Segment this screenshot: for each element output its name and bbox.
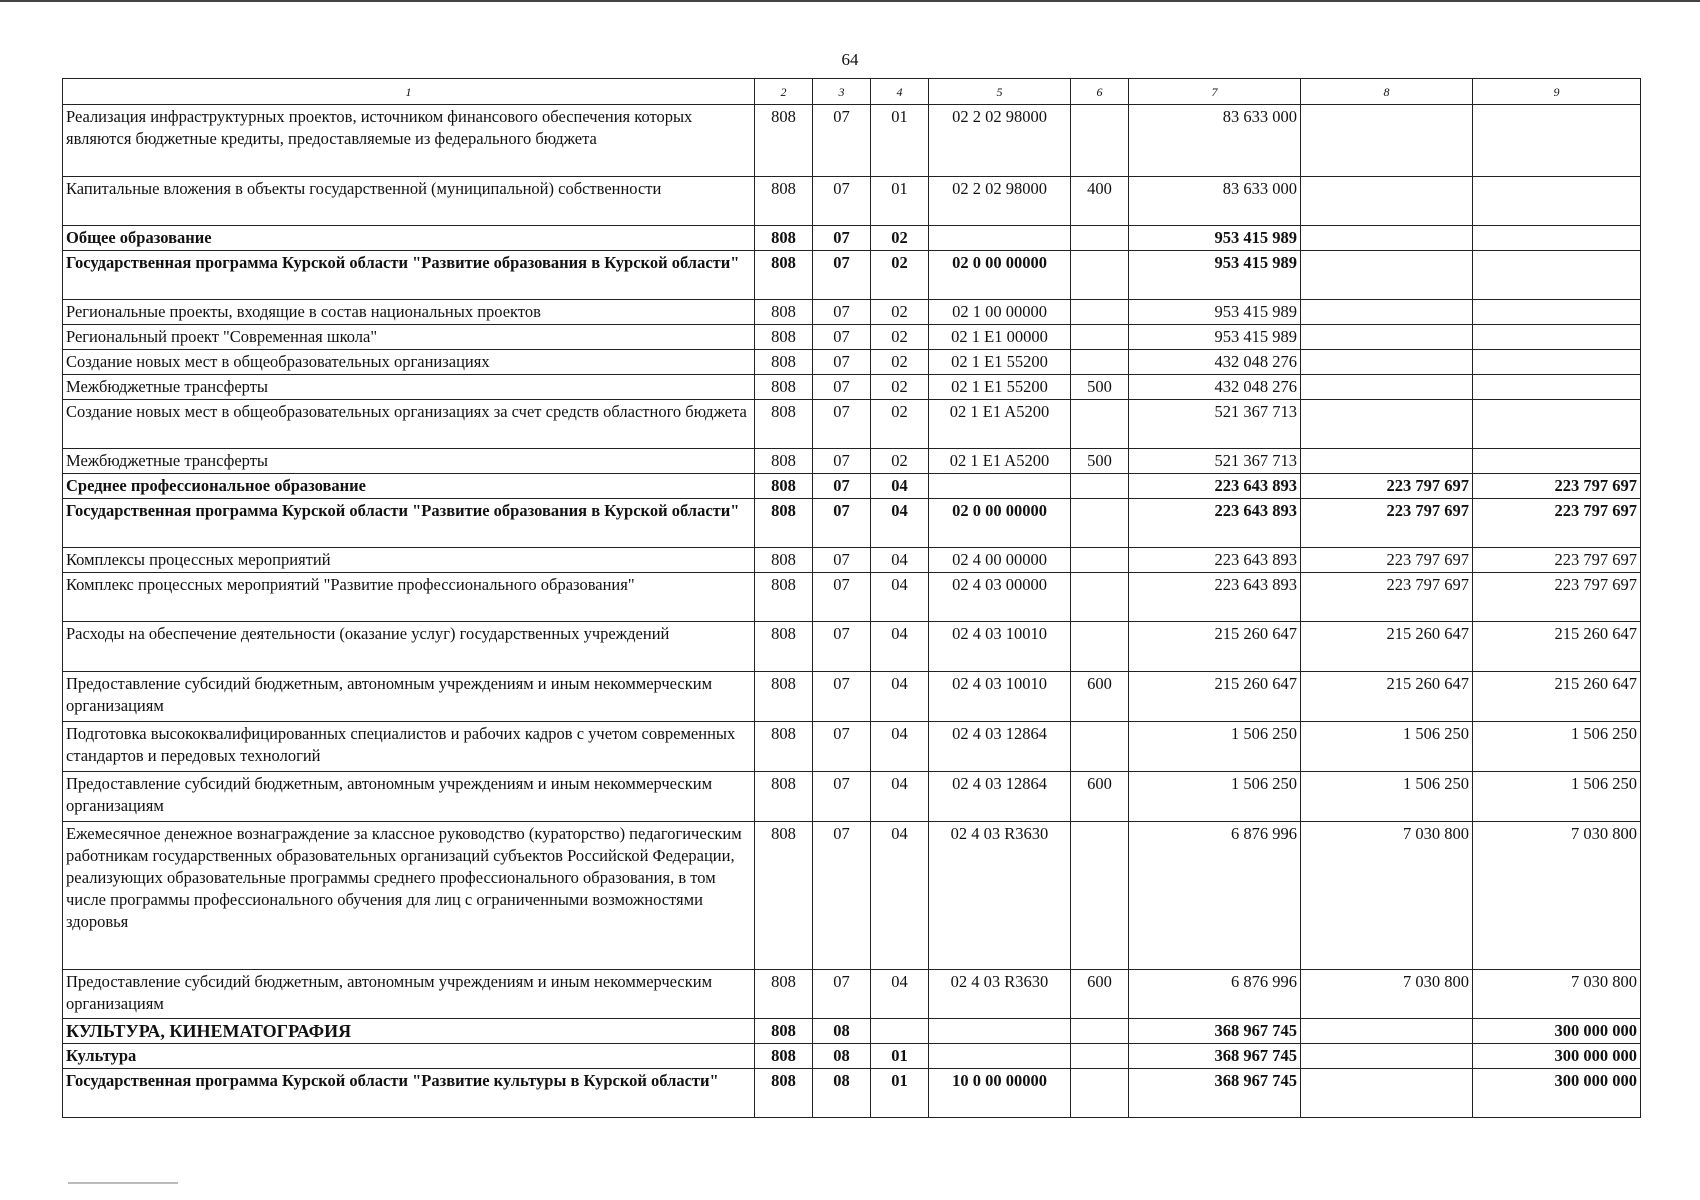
cell-target-article: 02 4 03 12864 <box>929 722 1071 772</box>
cell-section: 07 <box>813 449 871 474</box>
cell-admin-code: 808 <box>755 1069 813 1118</box>
cell-section: 07 <box>813 772 871 822</box>
table-row <box>63 822 1641 970</box>
cell-section: 07 <box>813 226 871 251</box>
cell-amount-col9: 300 000 000 <box>1473 1019 1641 1044</box>
cell-expense-type <box>1071 1019 1129 1044</box>
cell-amount-col7: 521 367 713 <box>1129 400 1301 449</box>
cell-amount-col8: 215 260 647 <box>1301 672 1473 722</box>
cell-section: 07 <box>813 622 871 672</box>
cell-amount-col8: 7 030 800 <box>1301 970 1473 1019</box>
cell-target-article: 02 4 03 R3630 <box>929 970 1071 1019</box>
table-row <box>63 400 1641 449</box>
cell-target-article: 10 0 00 00000 <box>929 1069 1071 1118</box>
cell-target-article: 02 1 E1 55200 <box>929 375 1071 400</box>
cell-admin-code: 808 <box>755 325 813 350</box>
cell-subsection: 01 <box>871 177 929 226</box>
row-name: Подготовка высококвалифицированных специалистов и рабочих кадров с учетом современных стандартов и передовых технологий <box>63 722 755 772</box>
cell-expense-type <box>1071 1044 1129 1069</box>
row-name: Межбюджетные трансферты <box>63 375 755 400</box>
cell-amount-col7: 432 048 276 <box>1129 375 1301 400</box>
cell-amount-col7: 215 260 647 <box>1129 672 1301 722</box>
cell-subsection: 04 <box>871 722 929 772</box>
cell-target-article: 02 2 02 98000 <box>929 105 1071 177</box>
cell-amount-col7: 223 643 893 <box>1129 474 1301 499</box>
cell-amount-col7: 83 633 000 <box>1129 105 1301 177</box>
cell-admin-code: 808 <box>755 548 813 573</box>
column-header: 3 <box>813 79 871 105</box>
row-name: Общее образование <box>63 226 755 251</box>
cell-section: 08 <box>813 1019 871 1044</box>
cell-admin-code: 808 <box>755 350 813 375</box>
row-name: Региональные проекты, входящие в состав национальных проектов <box>63 300 755 325</box>
cell-admin-code: 808 <box>755 105 813 177</box>
cell-amount-col9: 300 000 000 <box>1473 1044 1641 1069</box>
row-name: Ежемесячное денежное вознаграждение за классное руководство (кураторство) педагогическим работникам государственных образовательных организаций субъектов Российской Федерации, реализующих образовательные программы среднего профессионального образования, в том числе программы профессионального обучения для лиц с ограниченными возможностями здоровья <box>63 822 755 970</box>
cell-amount-col7: 368 967 745 <box>1129 1069 1301 1118</box>
cell-amount-col8: 1 506 250 <box>1301 722 1473 772</box>
cell-amount-col7: 1 506 250 <box>1129 772 1301 822</box>
cell-target-article <box>929 474 1071 499</box>
cell-admin-code: 808 <box>755 672 813 722</box>
table-row <box>63 622 1641 672</box>
cell-amount-col8 <box>1301 105 1473 177</box>
cell-target-article: 02 0 00 00000 <box>929 251 1071 300</box>
row-name: КУЛЬТУРА, КИНЕМАТОГРАФИЯ <box>63 1019 755 1044</box>
cell-amount-col8: 223 797 697 <box>1301 548 1473 573</box>
cell-amount-col9: 1 506 250 <box>1473 772 1641 822</box>
cell-amount-col9: 223 797 697 <box>1473 573 1641 622</box>
cell-target-article: 02 1 E1 A5200 <box>929 449 1071 474</box>
cell-amount-col9: 223 797 697 <box>1473 548 1641 573</box>
cell-amount-col7: 368 967 745 <box>1129 1019 1301 1044</box>
cell-amount-col9: 7 030 800 <box>1473 970 1641 1019</box>
row-name: Культура <box>63 1044 755 1069</box>
cell-admin-code: 808 <box>755 400 813 449</box>
cell-amount-col7: 521 367 713 <box>1129 449 1301 474</box>
table-row <box>63 105 1641 177</box>
row-name: Создание новых мест в общеобразовательных организациях за счет средств областного бюджета <box>63 400 755 449</box>
cell-admin-code: 808 <box>755 499 813 548</box>
table-row <box>63 177 1641 226</box>
cell-expense-type <box>1071 548 1129 573</box>
cell-amount-col9: 300 000 000 <box>1473 1069 1641 1118</box>
cell-admin-code: 808 <box>755 1019 813 1044</box>
cell-subsection: 04 <box>871 573 929 622</box>
cell-amount-col8 <box>1301 177 1473 226</box>
top-border-line <box>0 0 1700 2</box>
cell-target-article: 02 0 00 00000 <box>929 499 1071 548</box>
table-row <box>63 251 1641 300</box>
cell-section: 07 <box>813 970 871 1019</box>
cell-expense-type <box>1071 474 1129 499</box>
cell-amount-col8 <box>1301 251 1473 300</box>
cell-amount-col9 <box>1473 300 1641 325</box>
cell-expense-type <box>1071 573 1129 622</box>
cell-target-article: 02 1 00 00000 <box>929 300 1071 325</box>
cell-expense-type <box>1071 822 1129 970</box>
table-row <box>63 226 1641 251</box>
row-name: Предоставление субсидий бюджетным, автономным учреждениям и иным некоммерческим организациям <box>63 772 755 822</box>
cell-expense-type <box>1071 499 1129 548</box>
row-name: Комплекс процессных мероприятий "Развитие профессионального образования" <box>63 573 755 622</box>
cell-subsection: 04 <box>871 822 929 970</box>
cell-amount-col8 <box>1301 1044 1473 1069</box>
cell-target-article: 02 4 03 R3630 <box>929 822 1071 970</box>
cell-amount-col9: 7 030 800 <box>1473 822 1641 970</box>
cell-section: 07 <box>813 350 871 375</box>
cell-amount-col7: 953 415 989 <box>1129 251 1301 300</box>
table-row <box>63 300 1641 325</box>
cell-amount-col9 <box>1473 375 1641 400</box>
cell-target-article: 02 4 03 00000 <box>929 573 1071 622</box>
column-header: 5 <box>929 79 1071 105</box>
cell-expense-type: 400 <box>1071 177 1129 226</box>
bottom-scan-mark <box>68 1182 178 1184</box>
cell-target-article: 02 1 E1 55200 <box>929 350 1071 375</box>
cell-target-article: 02 4 00 00000 <box>929 548 1071 573</box>
table-row <box>63 325 1641 350</box>
cell-admin-code: 808 <box>755 822 813 970</box>
cell-amount-col8 <box>1301 375 1473 400</box>
cell-amount-col8 <box>1301 300 1473 325</box>
cell-admin-code: 808 <box>755 622 813 672</box>
column-header: 6 <box>1071 79 1129 105</box>
cell-target-article <box>929 1044 1071 1069</box>
table-row <box>63 375 1641 400</box>
row-name: Комплексы процессных мероприятий <box>63 548 755 573</box>
cell-section: 07 <box>813 375 871 400</box>
cell-section: 07 <box>813 822 871 970</box>
cell-amount-col7: 223 643 893 <box>1129 499 1301 548</box>
cell-expense-type: 500 <box>1071 375 1129 400</box>
cell-expense-type <box>1071 226 1129 251</box>
table-row <box>63 722 1641 772</box>
cell-target-article <box>929 226 1071 251</box>
table-row <box>63 573 1641 622</box>
cell-section: 07 <box>813 400 871 449</box>
table-row <box>63 772 1641 822</box>
cell-amount-col8 <box>1301 400 1473 449</box>
cell-subsection: 02 <box>871 300 929 325</box>
cell-amount-col9 <box>1473 449 1641 474</box>
cell-subsection: 04 <box>871 772 929 822</box>
cell-subsection: 04 <box>871 499 929 548</box>
cell-amount-col7: 6 876 996 <box>1129 822 1301 970</box>
cell-subsection: 04 <box>871 970 929 1019</box>
cell-amount-col7: 223 643 893 <box>1129 548 1301 573</box>
cell-admin-code: 808 <box>755 226 813 251</box>
cell-subsection: 04 <box>871 474 929 499</box>
cell-subsection: 02 <box>871 449 929 474</box>
table-row <box>63 1019 1641 1044</box>
cell-subsection: 01 <box>871 1044 929 1069</box>
cell-amount-col9: 223 797 697 <box>1473 474 1641 499</box>
cell-amount-col7: 223 643 893 <box>1129 573 1301 622</box>
cell-amount-col8 <box>1301 350 1473 375</box>
cell-subsection: 02 <box>871 226 929 251</box>
cell-amount-col7: 953 415 989 <box>1129 325 1301 350</box>
column-header: 2 <box>755 79 813 105</box>
cell-amount-col7: 1 506 250 <box>1129 722 1301 772</box>
cell-expense-type <box>1071 105 1129 177</box>
row-name: Региональный проект "Современная школа" <box>63 325 755 350</box>
cell-amount-col8 <box>1301 1019 1473 1044</box>
cell-admin-code: 808 <box>755 1044 813 1069</box>
cell-amount-col9 <box>1473 350 1641 375</box>
row-name: Межбюджетные трансферты <box>63 449 755 474</box>
cell-amount-col9 <box>1473 105 1641 177</box>
cell-admin-code: 808 <box>755 300 813 325</box>
table-row <box>63 474 1641 499</box>
header-row <box>63 79 1641 105</box>
cell-subsection: 02 <box>871 251 929 300</box>
column-header: 8 <box>1301 79 1473 105</box>
cell-section: 07 <box>813 177 871 226</box>
cell-amount-col9: 223 797 697 <box>1473 499 1641 548</box>
cell-subsection: 02 <box>871 400 929 449</box>
row-name: Предоставление субсидий бюджетным, автономным учреждениям и иным некоммерческим организациям <box>63 970 755 1019</box>
cell-amount-col9 <box>1473 325 1641 350</box>
cell-section: 08 <box>813 1069 871 1118</box>
table-row <box>63 672 1641 722</box>
cell-admin-code: 808 <box>755 772 813 822</box>
cell-section: 07 <box>813 722 871 772</box>
cell-amount-col9 <box>1473 251 1641 300</box>
cell-amount-col9: 215 260 647 <box>1473 672 1641 722</box>
row-name: Создание новых мест в общеобразовательных организациях <box>63 350 755 375</box>
table-row <box>63 970 1641 1019</box>
cell-amount-col7: 215 260 647 <box>1129 622 1301 672</box>
row-name: Расходы на обеспечение деятельности (оказание услуг) государственных учреждений <box>63 622 755 672</box>
cell-amount-col8: 223 797 697 <box>1301 573 1473 622</box>
cell-admin-code: 808 <box>755 474 813 499</box>
cell-section: 07 <box>813 573 871 622</box>
budget-table <box>62 78 1641 1118</box>
cell-section: 07 <box>813 300 871 325</box>
cell-target-article: 02 2 02 98000 <box>929 177 1071 226</box>
cell-amount-col8 <box>1301 1069 1473 1118</box>
cell-subsection: 02 <box>871 375 929 400</box>
cell-section: 07 <box>813 105 871 177</box>
cell-amount-col9 <box>1473 400 1641 449</box>
cell-subsection <box>871 1019 929 1044</box>
column-header: 4 <box>871 79 929 105</box>
table-row <box>63 350 1641 375</box>
cell-amount-col8: 215 260 647 <box>1301 622 1473 672</box>
cell-section: 08 <box>813 1044 871 1069</box>
cell-expense-type <box>1071 722 1129 772</box>
cell-subsection: 02 <box>871 350 929 375</box>
cell-admin-code: 808 <box>755 177 813 226</box>
cell-amount-col7: 83 633 000 <box>1129 177 1301 226</box>
cell-expense-type <box>1071 251 1129 300</box>
cell-section: 07 <box>813 474 871 499</box>
cell-amount-col9: 215 260 647 <box>1473 622 1641 672</box>
cell-subsection: 02 <box>871 325 929 350</box>
row-name: Государственная программа Курской области "Развитие образования в Курской области" <box>63 499 755 548</box>
row-name: Предоставление субсидий бюджетным, автономным учреждениям и иным некоммерческим организациям <box>63 672 755 722</box>
cell-target-article: 02 4 03 12864 <box>929 772 1071 822</box>
cell-admin-code: 808 <box>755 251 813 300</box>
row-name: Реализация инфраструктурных проектов, источником финансового обеспечения которых являются бюджетные кредиты, предоставляемые из федерального бюджета <box>63 105 755 177</box>
cell-admin-code: 808 <box>755 573 813 622</box>
cell-subsection: 01 <box>871 1069 929 1118</box>
column-header: 9 <box>1473 79 1641 105</box>
cell-subsection: 01 <box>871 105 929 177</box>
cell-expense-type: 500 <box>1071 449 1129 474</box>
cell-amount-col8: 223 797 697 <box>1301 474 1473 499</box>
cell-target-article <box>929 1019 1071 1044</box>
cell-target-article: 02 4 03 10010 <box>929 622 1071 672</box>
cell-amount-col7: 432 048 276 <box>1129 350 1301 375</box>
cell-admin-code: 808 <box>755 970 813 1019</box>
cell-expense-type <box>1071 300 1129 325</box>
cell-expense-type <box>1071 400 1129 449</box>
table-row <box>63 548 1641 573</box>
cell-target-article: 02 1 E1 A5200 <box>929 400 1071 449</box>
cell-amount-col9 <box>1473 177 1641 226</box>
column-header: 1 <box>63 79 755 105</box>
cell-section: 07 <box>813 251 871 300</box>
row-name: Государственная программа Курской области "Развитие культуры в Курской области" <box>63 1069 755 1118</box>
cell-amount-col8 <box>1301 449 1473 474</box>
page-number: 64 <box>841 50 859 69</box>
table-row <box>63 1044 1641 1069</box>
row-name: Капитальные вложения в объекты государственной (муниципальной) собственности <box>63 177 755 226</box>
cell-subsection: 04 <box>871 672 929 722</box>
cell-subsection: 04 <box>871 548 929 573</box>
cell-amount-col8 <box>1301 226 1473 251</box>
cell-expense-type <box>1071 325 1129 350</box>
cell-amount-col8: 1 506 250 <box>1301 772 1473 822</box>
cell-amount-col8 <box>1301 325 1473 350</box>
cell-target-article: 02 4 03 10010 <box>929 672 1071 722</box>
table-row <box>63 499 1641 548</box>
row-name: Среднее профессиональное образование <box>63 474 755 499</box>
cell-subsection: 04 <box>871 622 929 672</box>
cell-expense-type <box>1071 622 1129 672</box>
cell-expense-type: 600 <box>1071 772 1129 822</box>
cell-expense-type: 600 <box>1071 970 1129 1019</box>
cell-amount-col9: 1 506 250 <box>1473 722 1641 772</box>
cell-amount-col9 <box>1473 226 1641 251</box>
cell-section: 07 <box>813 325 871 350</box>
cell-target-article: 02 1 E1 00000 <box>929 325 1071 350</box>
cell-expense-type: 600 <box>1071 672 1129 722</box>
cell-admin-code: 808 <box>755 722 813 772</box>
cell-amount-col7: 368 967 745 <box>1129 1044 1301 1069</box>
cell-section: 07 <box>813 672 871 722</box>
table-row <box>63 449 1641 474</box>
cell-section: 07 <box>813 499 871 548</box>
cell-amount-col8: 223 797 697 <box>1301 499 1473 548</box>
cell-expense-type <box>1071 1069 1129 1118</box>
column-header: 7 <box>1129 79 1301 105</box>
cell-section: 07 <box>813 548 871 573</box>
cell-amount-col7: 6 876 996 <box>1129 970 1301 1019</box>
cell-amount-col7: 953 415 989 <box>1129 300 1301 325</box>
cell-admin-code: 808 <box>755 375 813 400</box>
cell-amount-col7: 953 415 989 <box>1129 226 1301 251</box>
row-name: Государственная программа Курской области "Развитие образования в Курской области" <box>63 251 755 300</box>
cell-expense-type <box>1071 350 1129 375</box>
cell-admin-code: 808 <box>755 449 813 474</box>
cell-amount-col8: 7 030 800 <box>1301 822 1473 970</box>
table-row <box>63 1069 1641 1118</box>
